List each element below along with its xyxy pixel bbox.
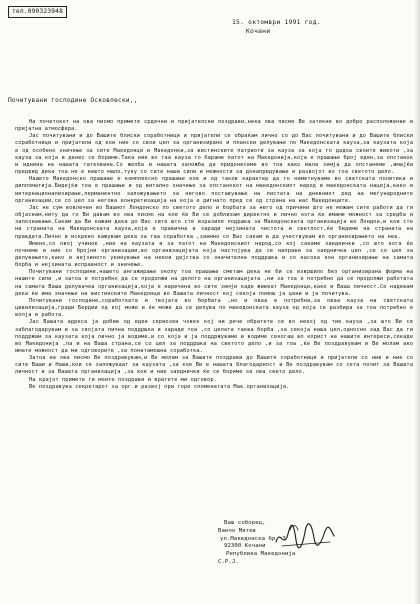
letter-body xyxy=(15,119,413,391)
handwritten-signature xyxy=(272,520,340,560)
paragraph: На почетокот на ова писмо примете срдечни и пријателски поздрави,нека ова писмо Ве затекне во добро расположение и пријатна атмосфера. xyxy=(15,119,413,133)
paragraph: Имено,со овој учинок ,ние на каузата и за патот на Македонскиот народ,со кој сакаме заеднички ,со што кога ќе почнеме и ние со бројни организации,во организацијата која настојува да се направи за заедничка цел ,се со цел за делувањето,како и нејзиното укинување на некои дејства со значителна поддршка и со насока кон организирање на самата борба и нејзината исправност и значење. xyxy=(15,240,413,269)
letter-place: Кочани xyxy=(246,28,271,35)
salutation: Почитувани господине Осковлески,, xyxy=(8,97,138,104)
paragraph: Јас почитувани и до Вашите блиски соработници и пријатели се обраќам лично со до Вас почитувани и до Вашите блиски соработници и пријатели од кои ние со свои цел за организирано и плански делување по Македонската кауза,за каузата која е од особено значење за сите Македонци и Македонки,за вистинските патриоти за кауза за која го дадоа своите животи ,за кауза за која и денес се бориме.Така ние во таа кауза го бараме патот на Македонија,која е прашање број еден,за опстанок и иднина на нашата татковина.Со желба и нашата заложба да придонесеме во тоа како мала земја да опстанеме ,имајќи предвид дека тоа не е нешто мало,туку со сите наши сили и можности за донапредување и развојот во тоа светото дело. xyxy=(15,133,413,176)
signature-postcode-city: 92300 Кочани xyxy=(224,543,266,550)
signature-street: ул.Македонска бр. 3 xyxy=(220,535,286,542)
paragraph: Почитувани господине,соработката и твојата во борбата ,но и оваа е потребна,за оваа кауза на светската цивилизација,гради Бердии од кој може и ќе може да се делува по македонската кауза од која се разбира за тоа потребно е волја и работа. xyxy=(15,297,413,319)
signature-country: Република Македонија xyxy=(226,551,296,558)
scan-shadow-edge xyxy=(414,0,420,604)
paragraph: Јас не сум вовлечен во Вашиот Лондонско по светото дело и борбата за него од причини што не можам сите работи да ги објаснам,ниту да го Ви давам во ова писмо на кое ќе Ви се доблизам директно и лично кога ќе имаме можност за средба и запознавање.Сакам да Ви кажам дека до Вас сите што сте изразиле подршка за Македонската организација во Лондон,и кои сте на страната на Македонската кауза,која е правична и заради нејзината чистота и светлост,ќе бидеме на страната на правдата.Лично и искрено кажувам дека за таа соработка ,заемно со Вас сакам и да учествувам во организирањето на неа. xyxy=(15,204,413,240)
signature-closing: Ваш соборец, xyxy=(224,520,266,526)
paragraph: Нашето Македонско прашање е комплексно прашање кое и од таков карактер да го наметнуваме во светската политика и дипломатија.Бидејќи тоа е прашање и од витално значење за опстанокот на македонскиот народ и македонската нација,како и интернационализирање,перманентно заложувањето за негово поставување на листата на дневниот ред на меѓународните организации,се со цел за негова конкретизација на која е дигнато пред се од страна на нас Македонците. xyxy=(15,176,413,204)
letter-date: 15. октомври 1991 год. xyxy=(232,19,321,26)
paragraph: Почитувани господине,нашето ангажирање околу тоа прашање сметам дека не би се извршило без организирана форма на нашите сили ,и затоа е потребно да се продолжи на делото на организацијата ,ни за тоа е потребно да се продолжи работата на самата Ваша делувачка организација,која е наречена во сите земји каде живеат Македонци,како и Ваша личност.Се надевам дека ќе има значење на вистинските Македонци во Вашата личност кој секоја помош ја цени и ја почитува. xyxy=(15,269,413,297)
paragraph: Ве поздравува секретарот за орг.и развој при горе споменатата Мак.организација. xyxy=(29,383,290,390)
signature-name: Ванчо Митев xyxy=(218,527,257,534)
paragraph: Јас Вашата адреса ја добив од еден сериозен човек кој ни рече обратете се во некој од тие кауза ,за што Ви се заблагодарувам и за својата лична поддршка и заради тоа ,со целата таква борба ,за секоја наша цел,односно зад Вас да ги поддржам за каузата која лично ја водиме,и со која и ја поддржуваме и водиме секогаш во корист на нашите интереси,секаде во Македонија ,па и на Ваша страна,се со цел за поддршка на светото дело ,и за тоа ,ќе Ве поздравувам и Ве молам ако имате можност да ми одговорите ,за понатамошна соработка. xyxy=(15,319,413,354)
phone-number: тел.090323948 xyxy=(8,6,67,18)
signature-state: С.Р.Ј. xyxy=(218,558,239,565)
paragraph: Затоа на ова писмо Ве поздравувам,и Ве молам за Вашите поздрави до Вашите соработници и пријатели со нив и ние со сите Ваши и Наши,кои се заложуваат за каузата ,за кое Ви е нашата благодарност и Ве поздравувам со сета почит за Вашата личност и за Вашата организација ,за кое и ние заеднички ќе се бориме за ова свето дело. xyxy=(15,355,413,376)
paragraph: На крајот примете ги моите поздрави и вратете ми одговор. xyxy=(29,376,217,383)
